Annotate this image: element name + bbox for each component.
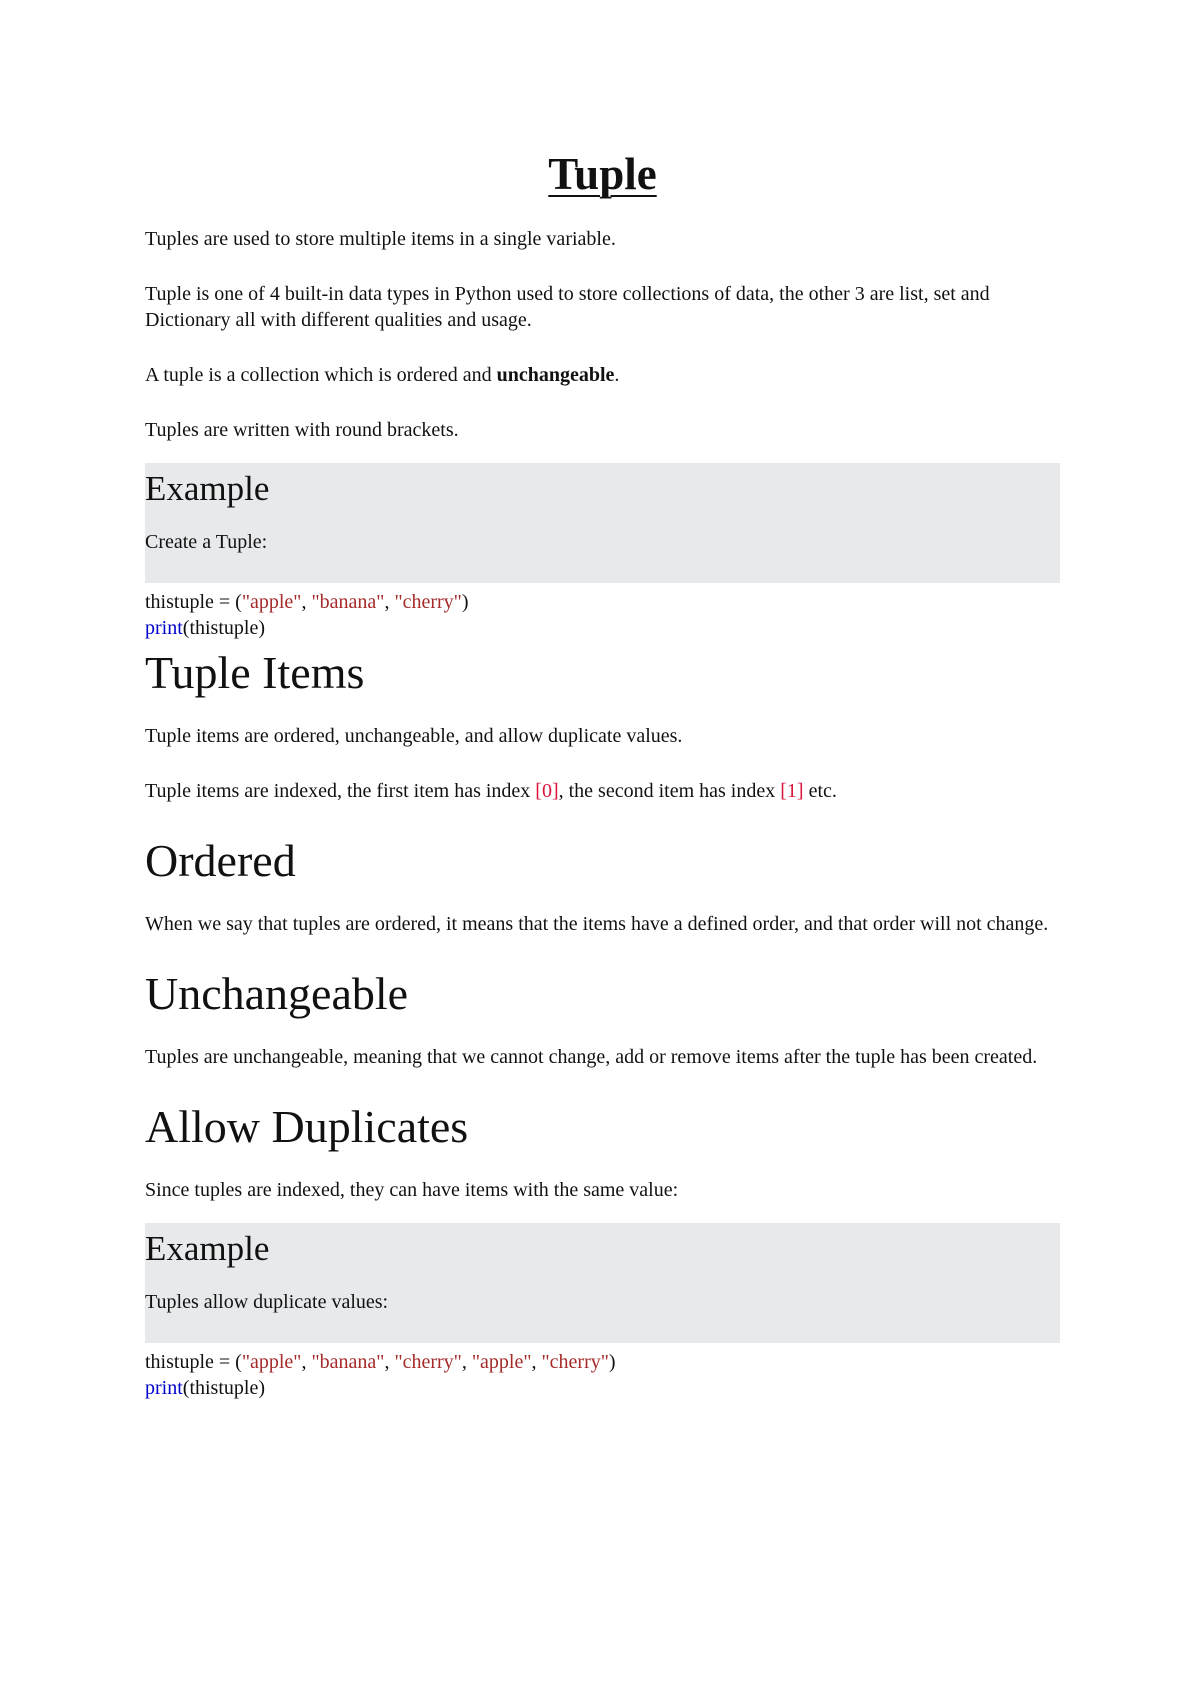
example-box-1 (145, 463, 1060, 583)
code-close-paren: ) (608, 1350, 616, 1373)
code-separator: , (301, 590, 312, 613)
intro-paragraph-4: Tuples are written with round brackets. (145, 418, 459, 441)
code-string: "apple" (241, 1350, 302, 1373)
document-page (145, 150, 1060, 1401)
code-string: "banana" (311, 590, 385, 613)
heading-unchangeable: Unchangeable (145, 967, 409, 1019)
intro-paragraph-3 (145, 362, 1060, 388)
code-block-1 (145, 589, 1060, 641)
code-separator: , (384, 590, 395, 613)
tuple-items-paragraph-2 (145, 778, 1060, 804)
example-heading-1: Example (145, 468, 270, 508)
index-zero: [0] (535, 779, 559, 802)
code-string: "banana" (311, 1350, 385, 1373)
code-separator: , (531, 1350, 542, 1373)
code-separator: , (384, 1350, 395, 1373)
unchangeable-bold: unchangeable (496, 363, 615, 386)
index-one: [1] (780, 779, 804, 802)
heading-ordered: Ordered (145, 834, 296, 886)
code-separator: , (461, 1350, 472, 1373)
print-argument: (thistuple) (182, 1376, 265, 1399)
intro-paragraph-3-end: . (614, 363, 620, 386)
code-line-print-1 (145, 615, 1060, 641)
intro-paragraph-3-text: A tuple is a collection which is ordered and (145, 363, 497, 386)
print-keyword: print (145, 616, 183, 639)
code-separator: , (301, 1350, 312, 1373)
intro-paragraph-2: Tuple is one of 4 built-in data types in Python used to store collections of data, the other 3 are list, set and Dictionary all with different qualities and usage. (145, 282, 990, 331)
example-caption-2: Tuples allow duplicate values: (145, 1290, 389, 1313)
code-string: "cherry" (541, 1350, 609, 1373)
heading-allow-duplicates: Allow Duplicates (145, 1100, 469, 1152)
page-title: Tuple (548, 149, 657, 199)
tuple-items-paragraph-1: Tuple items are ordered, unchangeable, and allow duplicate values. (145, 724, 683, 747)
intro-paragraph-1: Tuples are used to store multiple items in a single variable. (145, 227, 616, 250)
code-string: "cherry" (394, 590, 462, 613)
example-heading-2: Example (145, 1228, 270, 1268)
tuple-items-text-a: Tuple items are indexed, the first item has index (145, 779, 536, 802)
unchangeable-paragraph: Tuples are unchangeable, meaning that we cannot change, add or remove items after the tuple has been created. (145, 1045, 1038, 1068)
code-string: "apple" (471, 1350, 532, 1373)
ordered-paragraph: When we say that tuples are ordered, it means that the items have a defined order, and that order will not change. (145, 912, 1049, 935)
code-line-assign-1 (145, 589, 1060, 615)
print-argument: (thistuple) (182, 616, 265, 639)
print-keyword: print (145, 1376, 183, 1399)
code-line-print-2 (145, 1375, 1060, 1401)
duplicates-paragraph: Since tuples are indexed, they can have items with the same value: (145, 1178, 679, 1201)
code-close-paren: ) (461, 590, 469, 613)
example-box-2 (145, 1223, 1060, 1343)
tuple-items-text-c: etc. (803, 779, 837, 802)
code-string: "cherry" (394, 1350, 462, 1373)
example-caption-1: Create a Tuple: (145, 530, 268, 553)
code-variable: thistuple = ( (145, 590, 242, 613)
code-block-2 (145, 1349, 1060, 1401)
code-variable: thistuple = ( (145, 1350, 242, 1373)
code-line-assign-2 (145, 1349, 1060, 1375)
code-string: "apple" (241, 590, 302, 613)
heading-tuple-items: Tuple Items (145, 646, 365, 698)
tuple-items-text-b: , the second item has index (558, 779, 781, 802)
